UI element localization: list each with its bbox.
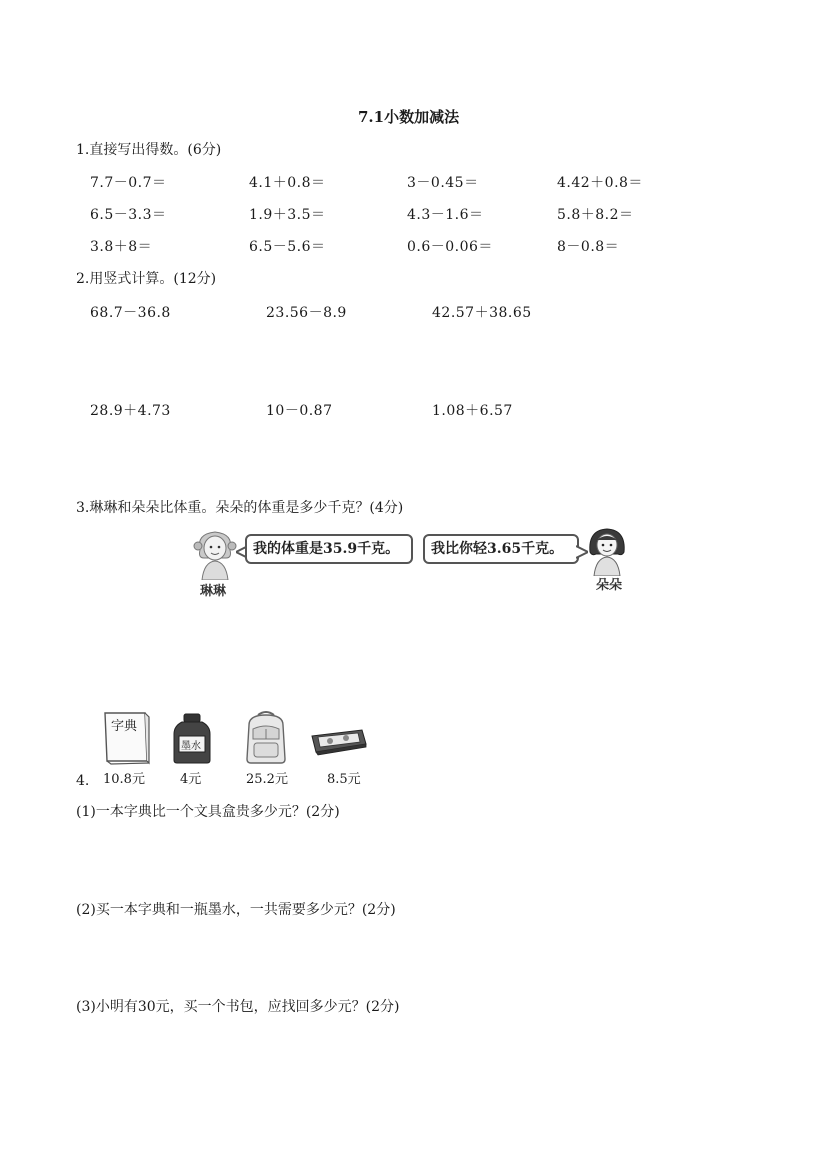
q1-item: 6.5－3.3＝ (90, 207, 167, 223)
q1-item: 5.8＋8.2＝ (557, 207, 634, 223)
q4-sub3: (3)小明有30元，买一个书包，应找回多少元？(2分) (76, 999, 400, 1015)
q2-item: 23.56－8.9 (266, 305, 347, 321)
q1-item: 3.8＋8＝ (90, 239, 153, 255)
q4-sub2: (2)买一本字典和一瓶墨水，一共需要多少元？(2分) (76, 902, 396, 918)
price-pencil-box: 8.5元 (327, 772, 361, 787)
q1-heading: 1.直接写出得数。(6分) (76, 142, 222, 158)
q4-sub1: (1)一本字典比一个文具盒贵多少元？(2分) (76, 804, 340, 820)
price-backpack: 25.2元 (246, 772, 288, 787)
name-duoduo: 朵朵 (596, 578, 623, 593)
q1-item: 8－0.8＝ (557, 239, 620, 255)
dictionary-label: 字典 (111, 719, 138, 734)
q2-item: 10－0.87 (266, 403, 333, 419)
q1-item: 6.5－5.6＝ (249, 239, 326, 255)
speech-bubble-duoduo: 我比你轻3.65千克。 (423, 534, 579, 564)
speech-bubble-linlin: 我的体重是35.9千克。 (245, 534, 413, 564)
q1-item: 0.6－0.06＝ (407, 239, 493, 255)
q1-item: 4.1＋0.8＝ (249, 175, 326, 191)
backpack-illustration (243, 709, 289, 765)
q2-item: 1.08＋6.57 (432, 403, 513, 419)
q1-item: 4.3－1.6＝ (407, 207, 484, 223)
q1-item: 4.42＋0.8＝ (557, 175, 643, 191)
ink-bottle-illustration (172, 712, 212, 764)
pencil-box-illustration (308, 726, 368, 756)
q1-item: 3－0.45＝ (407, 175, 479, 191)
q4-number: 4. (76, 773, 90, 789)
q2-item: 28.9＋4.73 (90, 403, 171, 419)
q2-item: 42.57＋38.65 (432, 305, 532, 321)
dictionary-illustration (101, 709, 151, 765)
page-title: 7.1小数加减法 (358, 108, 460, 126)
name-linlin: 琳琳 (200, 584, 227, 599)
q1-item: 7.7－0.7＝ (90, 175, 167, 191)
girl-linlin-illustration (190, 528, 240, 580)
q1-item: 1.9＋3.5＝ (249, 207, 326, 223)
q2-heading: 2.用竖式计算。(12分) (76, 271, 217, 287)
girl-duoduo-illustration (584, 526, 630, 576)
q2-item: 68.7－36.8 (90, 305, 171, 321)
price-ink: 4元 (180, 772, 202, 787)
q3-heading: 3.琳琳和朵朵比体重。朵朵的体重是多少千克？(4分) (76, 500, 404, 516)
price-dictionary: 10.8元 (103, 772, 145, 787)
ink-label: 墨水 (181, 741, 201, 752)
